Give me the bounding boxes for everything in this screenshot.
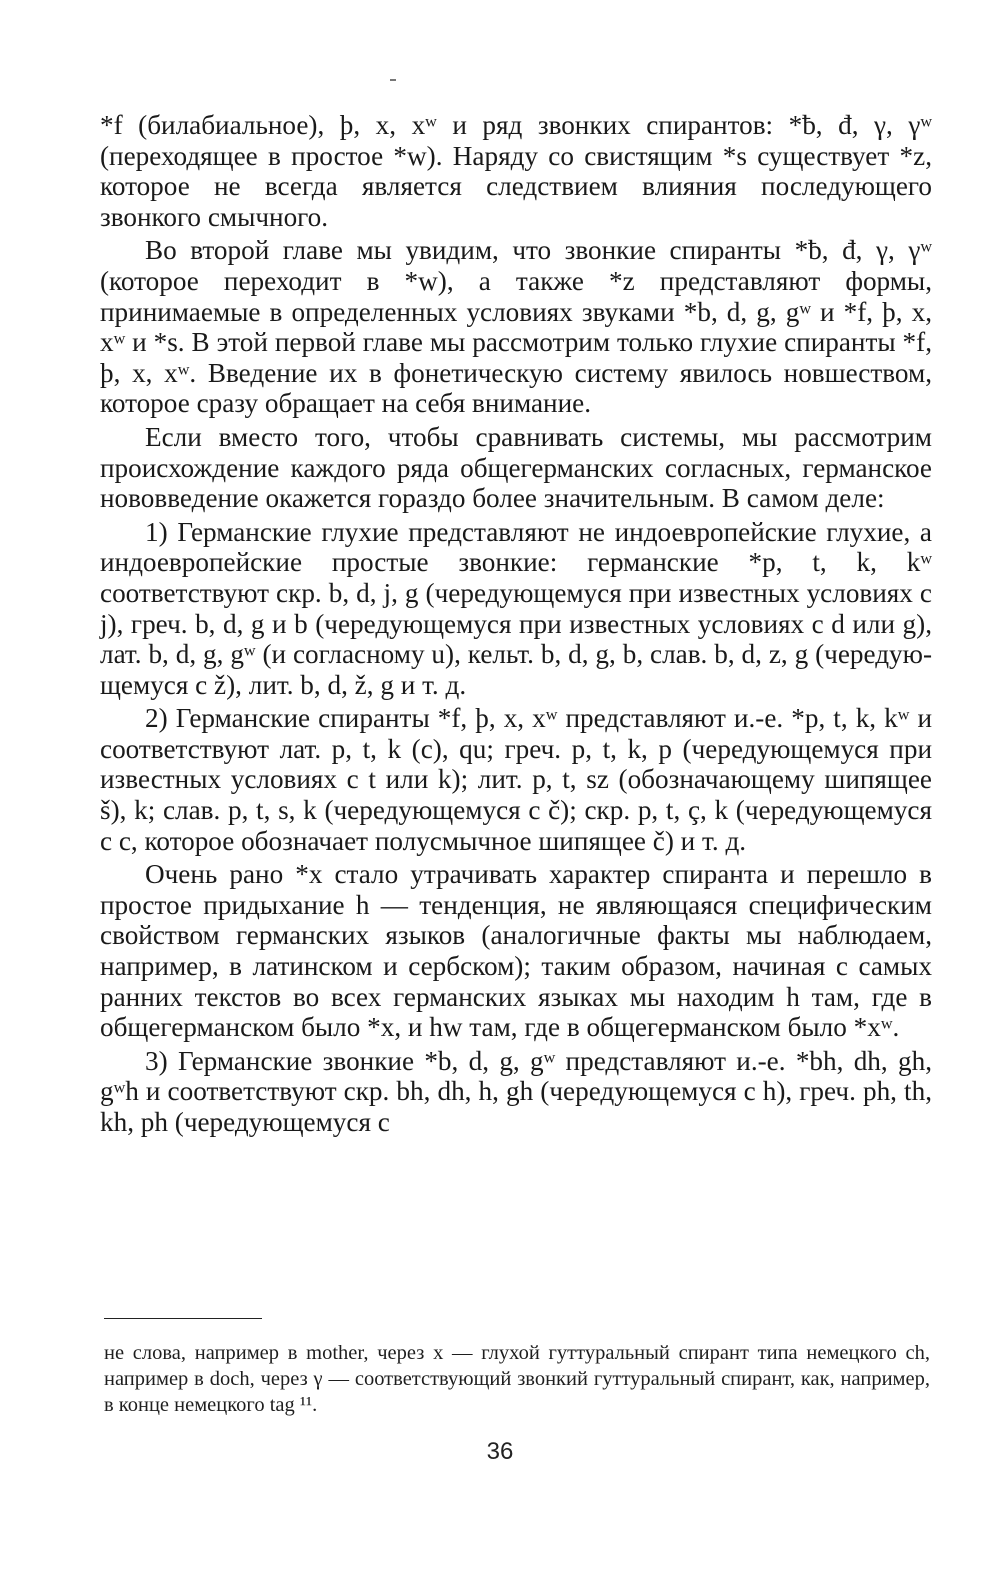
page-number: 36: [486, 1438, 514, 1465]
footnote: не слова, например в mother, через x — глухой гуттуральный спирант типа немецкого ch, например в doch, через γ — соответствующий звонкий гуттуральный спирант, как, например, в конце немецкого tag ¹¹.: [104, 1342, 930, 1416]
print-speck: [390, 79, 396, 81]
main-text: [100, 110, 932, 1138]
paragraph-6: Очень рано *x стало утрачивать характер спиранта и перешло в простое придыхание h — тенденция, не являющаяся специфическим свойством германских языков (аналогичные факты мы наблюдаем, например, в латинском и сербском); таким образом, начиная с самых ранних текстов во всех германских языках мы находим h там, где в общегерманском было *x, и hw там, где в общегерманском было *xʷ.: [100, 859, 932, 1043]
paragraph-3: Если вместо того, чтобы сравнивать системы, мы рассмотрим происхождение каждого ряда общегерманских согласных, германское нововведение окажется гораздо более значительным. В самом деле:: [100, 421, 932, 514]
paragraph-7: 3) Германские звонкие *b, d, g, gʷ представляют и.-е. *bh, dh, gh, gʷh и соответствуют скр. bh, dh, h, gh (чередующемуся с h), греч. ph, th, kh, ph (чередующемуся с: [100, 1045, 932, 1137]
footnote-divider: [104, 1318, 262, 1319]
paragraph-1: *f (билабиальное), þ, x, xʷ и ряд звонких спирантов: *ƀ, đ, γ, γʷ (переходящее в простое *w). Наряду со свистящим *s существует *z, которое не всегда является следствием влияния последующего звонкого смычного.: [100, 110, 932, 232]
paragraph-5: 2) Германские спиранты *f, þ, x, xʷ представляют и.-е. *p, t, k, kʷ и соответствуют лат. p, t, k (c), qu; греч. p, t, k, p (чередующемуся при известных условиях с t или k); лит. p, t, sz (обозначающему шипящее š), k; слав. p, t, s, k (чередующемуся с č); скр. p, t, ç, k (чередующемуся с c, которое обозначает полусмычное шипящее č) и т. д.: [100, 703, 932, 856]
paragraph-2: Во второй главе мы увидим, что звонкие спиранты *ƀ, đ, γ, γʷ (которое переходит в *w), а также *z представляют формы, принимаемые в определенных условиях звуками *b, d, g, gʷ и *f, þ, x, xʷ и *s. В этой первой главе мы рассмотрим только глухие спиранты *f, þ, x, xʷ. Введение их в фонетическую систему явилось новшеством, которое сразу обращает на себя внимание.: [100, 235, 932, 419]
paragraph-4: 1) Германские глухие представляют не индоевропейские глухие, а индоевропейские простые звонкие: германские *p, t, k, kʷ соответствуют скр. b, d, j, g (чередующемуся при известных условиях с j), греч. b, d, g и b (чередующемуся при известных условиях с d или g), лат. b, d, g, gʷ (и согласному u), кельт. b, d, g, b, слав. b, d, z, g (чередующемуся с ž), лит. b, d, ž, g и т. д.: [100, 516, 932, 700]
